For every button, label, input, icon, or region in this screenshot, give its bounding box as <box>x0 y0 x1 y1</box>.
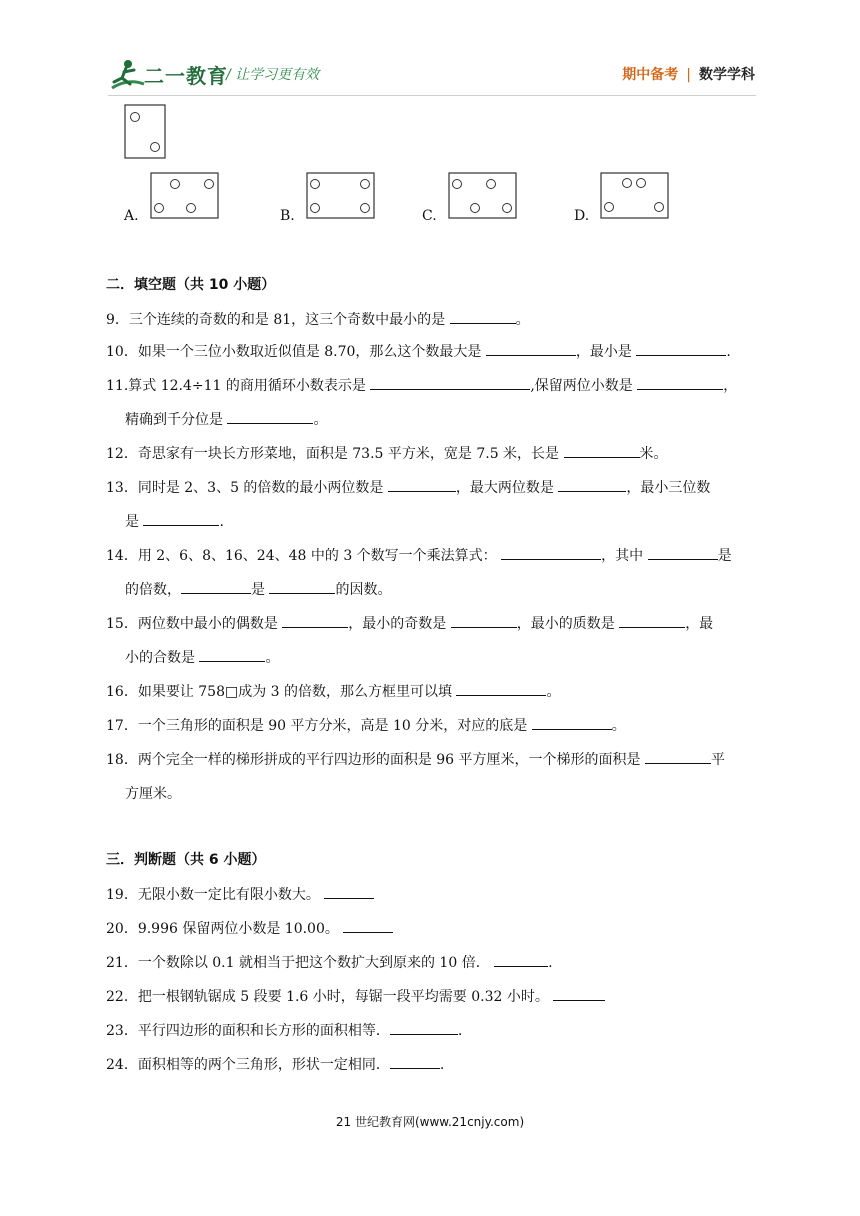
answer-blank[interactable] <box>324 884 374 899</box>
exam-tag: 期中备考 <box>622 67 679 83</box>
answer-blank[interactable] <box>564 443 640 458</box>
question-13 <box>106 477 758 498</box>
question-24-end: . <box>439 1057 445 1073</box>
question-18-text-b: 平 <box>710 752 725 768</box>
question-14 <box>106 545 758 566</box>
section-judge-title: 三．判断题（共 6 小题） <box>106 852 266 868</box>
question-17-end: 。 <box>611 718 626 734</box>
answer-blank[interactable] <box>501 545 601 560</box>
question-15 <box>106 613 758 634</box>
question-15-text-c: ，最小的质数是 <box>516 616 615 632</box>
answer-blank[interactable] <box>636 341 726 356</box>
question-22 <box>106 986 758 1007</box>
question-21 <box>106 952 758 973</box>
answer-blank[interactable] <box>558 477 626 492</box>
answer-blank[interactable] <box>143 511 219 526</box>
question-23-end: . <box>457 1023 463 1039</box>
question-13-text-c: ，最小三位数 <box>626 480 711 496</box>
question-12-text: 12．奇思家有一块长方形菜地，面积是 73.5 平方米，宽是 7.5 米，长是 <box>106 446 560 462</box>
option-a-figure[interactable] <box>150 172 220 220</box>
answer-blank[interactable] <box>456 681 546 696</box>
answer-blank[interactable] <box>343 918 393 933</box>
question-20-text: 20．9.996 保留两位小数是 10.00。 <box>106 921 339 937</box>
question-15-line2-text: 小的合数是 <box>125 650 195 666</box>
question-10-text-b: ，最小是 <box>575 344 632 360</box>
question-17 <box>106 715 758 736</box>
option-c-label: C. <box>422 208 437 224</box>
answer-blank[interactable] <box>619 613 685 628</box>
header-separator: | <box>686 67 691 83</box>
question-15-text-d: ，最 <box>685 616 714 632</box>
answer-blank[interactable] <box>553 986 605 1001</box>
question-14-text-c: 是 <box>717 548 732 564</box>
question-14-line2-text-c: 的因数。 <box>335 582 392 598</box>
question-15-text-b: ，最小的奇数是 <box>348 616 447 632</box>
question-11-text-c: ， <box>723 378 738 394</box>
question-12 <box>106 443 758 464</box>
question-14-line2-text: 的倍数， <box>125 582 181 598</box>
question-10-text: 10．如果一个三位小数取近似值是 8.70，那么这个数最大是 <box>106 344 482 360</box>
question-16-end: 。 <box>546 684 561 700</box>
option-d-figure[interactable] <box>600 172 670 220</box>
question-18-line2-text: 方厘米。 <box>125 786 181 802</box>
question-11-text: 11.算式 12.4÷11 的商用循环小数表示是 <box>106 378 366 394</box>
option-b-label: B. <box>280 208 295 224</box>
question-16-text: 16．如果要让 758□成为 3 的倍数，那么方框里可以填 <box>106 684 453 700</box>
answer-blank[interactable] <box>227 409 313 424</box>
option-c-figure[interactable] <box>448 172 518 220</box>
question-15-end: 。 <box>265 650 280 666</box>
header-tags <box>622 64 755 84</box>
question-14-line2 <box>125 579 391 599</box>
answer-blank[interactable] <box>450 309 516 324</box>
answer-blank[interactable] <box>532 715 612 730</box>
question-18-line2 <box>125 783 181 803</box>
answer-blank[interactable] <box>637 375 723 390</box>
question-12-end: 米。 <box>639 446 668 462</box>
answer-blank[interactable] <box>494 952 548 967</box>
answer-blank[interactable] <box>388 477 456 492</box>
answer-blank[interactable] <box>648 545 718 560</box>
question-23 <box>106 1020 758 1041</box>
question-13-text: 13．同时是 2、3、5 的倍数的最小两位数是 <box>106 480 384 496</box>
question-10 <box>106 341 758 362</box>
option-a-label: A. <box>124 208 139 224</box>
question-15-text: 15．两位数中最小的偶数是 <box>106 616 278 632</box>
question-14-text: 14．用 2、6、8、16、24、48 中的 3 个数写一个乘法算式： <box>106 548 497 564</box>
question-13-line2-text: 是 <box>125 514 139 530</box>
question-16 <box>106 681 758 702</box>
question-20 <box>106 918 758 939</box>
option-d-label: D. <box>574 208 590 224</box>
subject-tag: 数学学科 <box>699 67 755 83</box>
answer-blank[interactable] <box>181 579 251 594</box>
question-24 <box>106 1054 758 1075</box>
answer-blank[interactable] <box>390 1054 440 1069</box>
question-11 <box>106 375 758 396</box>
slogan: / 让学习更有效 <box>226 67 320 83</box>
question-21-end: . <box>548 955 553 971</box>
question-15-line2 <box>125 647 279 667</box>
answer-blank[interactable] <box>370 375 530 390</box>
question-18 <box>106 749 758 770</box>
question-22-text: 22．把一根钢轨锯成 5 段要 1.6 小时，每锯一段平均需要 0.32 小时。 <box>106 989 549 1005</box>
question-14-text-b: ，其中 <box>601 548 644 564</box>
question-13-line2 <box>125 511 224 531</box>
question-19-text: 19．无限小数一定比有限小数大。 <box>106 887 320 903</box>
question-19 <box>106 884 758 905</box>
answer-blank[interactable] <box>390 1020 458 1035</box>
answer-blank[interactable] <box>199 647 265 662</box>
question-13-text-b: ，最大两位数是 <box>455 480 554 496</box>
question-9-text: 9．三个连续的奇数的和是 81，这三个奇数中最小的是 <box>106 312 446 328</box>
question-18-text: 18．两个完全一样的梯形拼成的平行四边形的面积是 96 平方厘米，一个梯形的面积是 <box>106 752 641 768</box>
answer-blank[interactable] <box>486 341 576 356</box>
question-9-end: 。 <box>515 312 530 328</box>
answer-blank[interactable] <box>282 613 348 628</box>
option-b-figure[interactable] <box>306 172 376 220</box>
page-footer: 21 世纪教育网(www.21cnjy.com) <box>335 1115 525 1129</box>
page-header <box>0 0 860 100</box>
question-10-end: . <box>726 344 731 360</box>
question-11-text-b: ,保留两位小数是 <box>530 378 633 394</box>
section-fill-blank-title: 二．填空题（共 10 小题） <box>106 277 276 293</box>
question-11-line2-text: 精确到千分位是 <box>125 412 223 428</box>
question-23-text: 23．平行四边形的面积和长方形的面积相等． <box>106 1023 390 1039</box>
answer-blank[interactable] <box>269 579 335 594</box>
question-9 <box>106 309 758 330</box>
header-divider <box>108 95 756 96</box>
question-13-end: . <box>219 514 224 530</box>
die-face-figure <box>124 104 166 160</box>
question-11-end: 。 <box>313 412 328 428</box>
question-11-line2 <box>125 409 327 429</box>
question-21-text: 21．一个数除以 0.1 就相当于把这个数扩大到原来的 10 倍． <box>106 955 490 971</box>
question-24-text: 24．面积相等的两个三角形，形状一定相同． <box>106 1057 390 1073</box>
question-17-text: 17．一个三角形的面积是 90 平方分米，高是 10 分米，对应的底是 <box>106 718 528 734</box>
answer-blank[interactable] <box>645 749 711 764</box>
question-14-line2-text-b: 是 <box>251 582 265 598</box>
answer-blank[interactable] <box>451 613 517 628</box>
brand-name: 二一教育 <box>144 64 228 88</box>
